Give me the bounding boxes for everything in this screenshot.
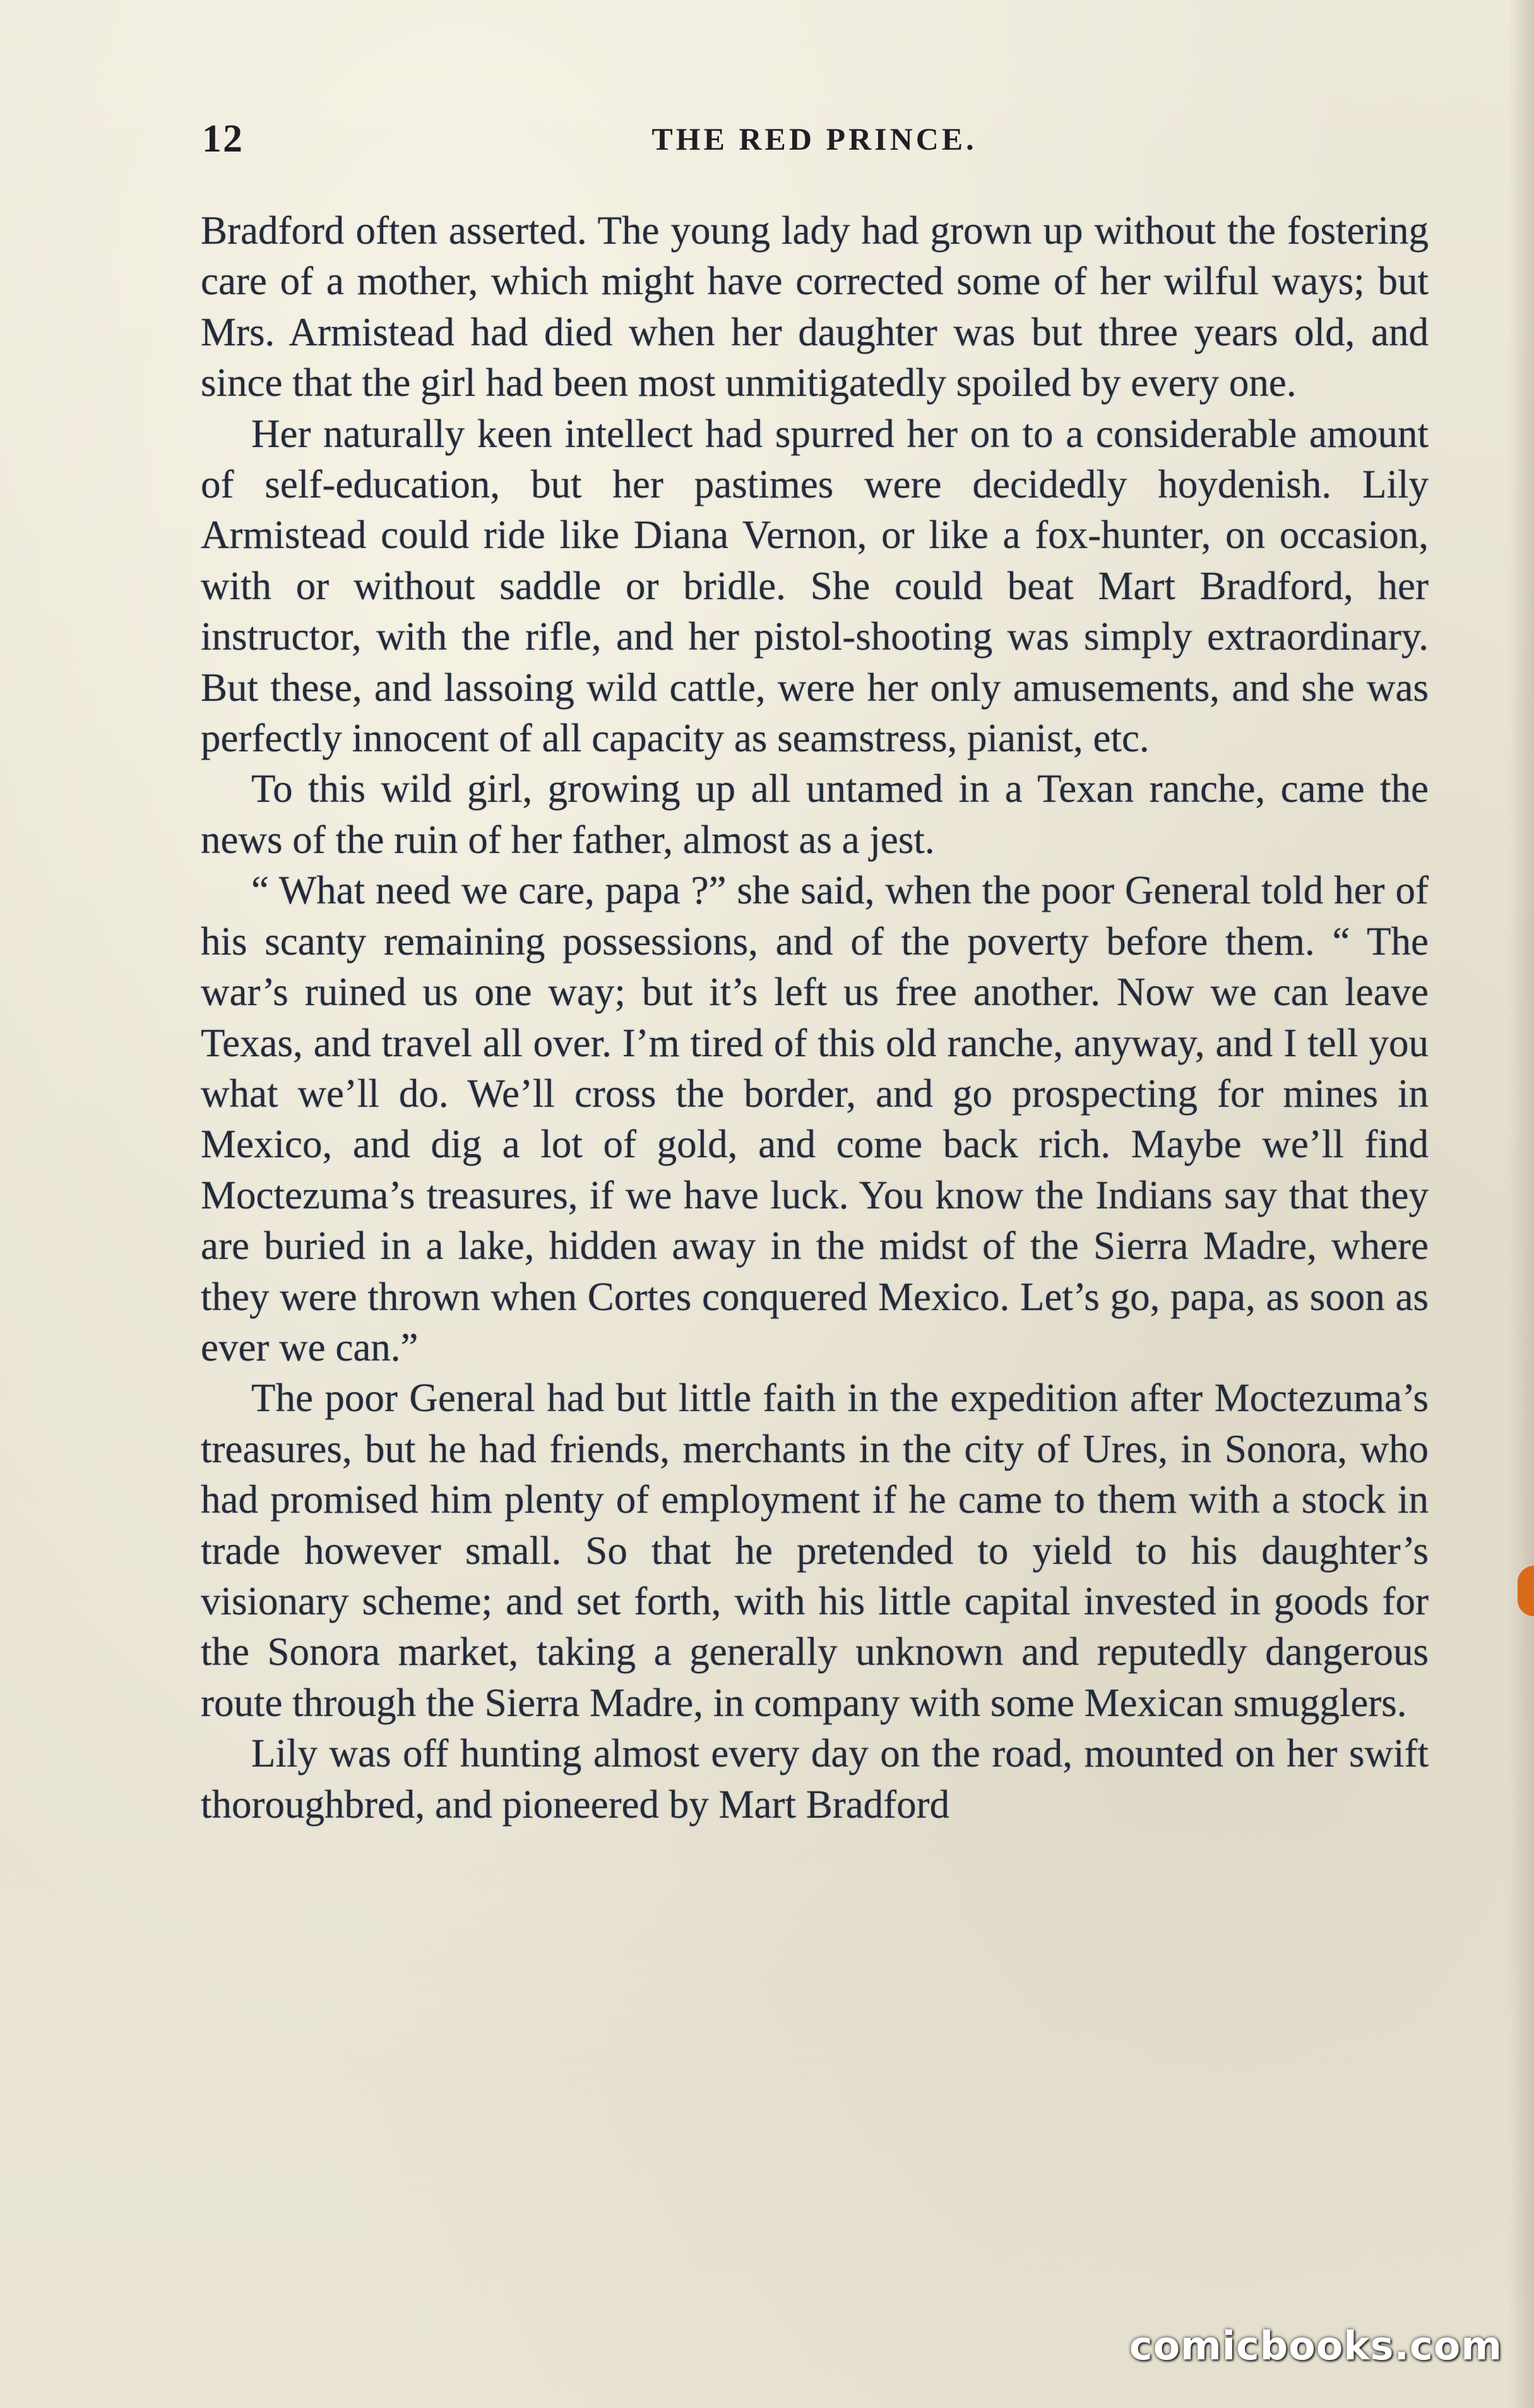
running-head: THE RED PRINCE. <box>651 121 977 157</box>
paragraph: The poor General had but little faith in the expedition after Moctezuma’s treasures, but he had friends, merchants in the city of Ures, in Sonora, who had promised him plenty of employment if he came to them with a stock in trade however small. So that he pretended to yield to his daughter’s visionary scheme; and set forth, with his little capital invested in goods for the Sonora market, taking a generally unknown and reputedly dangerous route through the Sierra Madre, in company with some Mexican smugglers. <box>201 1376 1429 1725</box>
paragraph: To this wild girl, growing up all untamed in a Texan ranche, came the news of the ruin of her father, almost as a jest. <box>201 766 1429 862</box>
paragraph: “ What need we care, papa ?” she said, when the poor General told her of his scanty remaining possessions, and of the poverty before them. “ The war’s ruined us one way; but it’s left us free another. Now we can leave Texas, and travel all over. I’m tired of this old ranche, anyway, and I tell you what we’ll do. We’ll cross the border, and go prospecting for mines in Mexico, and dig a lot of gold, and come back rich. Maybe we’ll find Moctezuma’s treasures, if we have luck. You know the Indians say that they are buried in a lake, hidden away in the midst of the Sierra Madre, where they were thrown when Cortes conquered Mexico. Let’s go, papa, as soon as ever we can.” <box>201 868 1429 1369</box>
paragraph: Lily was off hunting almost every day on the road, mounted on her swift thoroughbred, and pioneered by Mart Bradford <box>201 1731 1429 1827</box>
page-header <box>202 117 1427 167</box>
page-edge-shadow <box>1509 0 1534 2408</box>
site-watermark: comicbooks.com <box>1129 2323 1502 2369</box>
page-number: 12 <box>202 117 244 160</box>
paragraph: Her naturally keen intellect had spurred her on to a considerable amount of self-education, but her pastimes were decidedly hoydenish. Lily Armistead could ride like Diana Vernon, or like a fox-hunter, on occasion, with or without saddle or bridle. She could beat Mart Bradford, her instructor, with the rifle, and her pistol-shooting was simply extraordinary. But these, and lassoing wild cattle, were her only amusements, and she was perfectly innocent of all capacity as seamstress, pianist, etc. <box>201 411 1429 761</box>
orange-page-mark <box>1518 1566 1534 1616</box>
body-text <box>201 205 1429 1830</box>
paragraph: Bradford often asserted. The young lady had grown up without the fostering care of a mother, which might have corrected some of her wilful ways; but Mrs. Armistead had died when her daughter was but three years old, and since that the girl had been most unmitigatedly spoiled by every one. <box>201 208 1429 405</box>
